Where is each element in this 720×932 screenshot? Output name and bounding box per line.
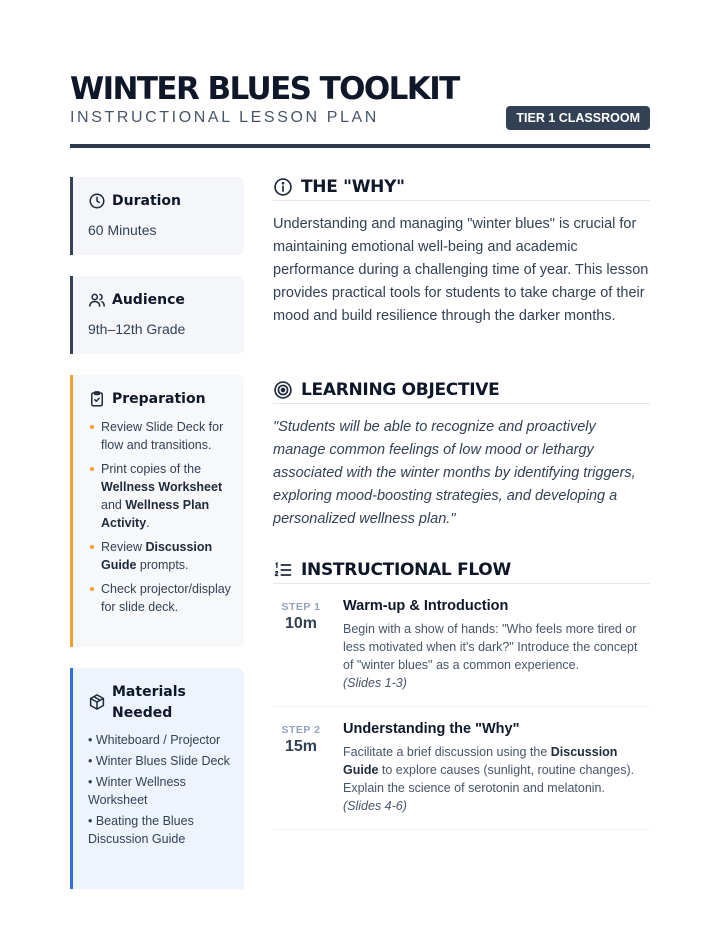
step-slides: (Slides 1-3) [343,676,407,690]
step-meta [273,598,329,692]
material-item: • Winter Wellness Worksheet [88,775,186,807]
why-title: THE "WHY" [301,177,405,197]
audience-title: Audience [112,292,185,308]
why-section [273,177,650,328]
objective-text: "Students will be able to recognize and proactively manage common feelings of low mood or lethargy associated with the winter months by identifying triggers, exploring mood-boosting strategies, and developing a personalized wellness plan." [273,419,636,527]
clipboard-icon [88,390,106,408]
objective-section [273,380,650,531]
step-title: Warm-up & Introduction [343,598,509,614]
text-run: prompts. [136,558,189,572]
step-body [329,721,650,815]
step-time: 10m [284,615,318,632]
step-time: 15m [284,738,318,755]
preparation-card [70,375,244,647]
page-header [70,70,650,127]
clock-icon [88,192,106,210]
preparation-item [88,580,232,616]
page-title: WINTER BLUES TOOLKIT [70,71,459,107]
duration-title: Duration [112,193,182,209]
step-label: STEP 1 [281,601,321,613]
flow-step [273,584,650,707]
duration-value: 60 Minutes [88,222,157,238]
duration-card [70,177,244,255]
target-icon [273,380,293,400]
bold-text: Discussion Guide [343,745,618,777]
text-run: . [146,516,150,530]
preparation-item [88,538,232,574]
preparation-item [88,418,232,454]
flow-steps [273,584,650,830]
text-run: and [101,498,126,512]
preparation-item [88,460,232,532]
text-run: Review [101,540,146,554]
preparation-title: Preparation [112,391,206,407]
material-item: • Winter Blues Slide Deck [88,754,230,768]
page-subtitle: INSTRUCTIONAL LESSON PLAN [70,109,379,126]
header-divider [70,144,650,148]
users-icon [88,291,106,309]
bold-text: Wellness Plan Activity [101,498,210,530]
audience-card [70,276,244,354]
step-title: Understanding the "Why" [343,721,520,737]
bold-text: Discussion Guide [101,540,213,572]
material-item: • Whiteboard / Projector [88,733,221,747]
why-text: Understanding and managing "winter blues" is crucial for maintaining emotional well-being and academic performance during a challenging time of year. This lesson provides practical tools for students to take charge of their mood and build resilience through the darker months. [273,216,649,324]
tier-badge: TIER 1 CLASSROOM [506,106,650,130]
numbered-list-icon [273,560,293,580]
step-label: STEP 2 [281,724,321,736]
box-icon [88,693,106,711]
step-description [343,620,650,692]
text-run: Print copies of the [101,462,202,476]
audience-value: 9th–12th Grade [88,321,186,337]
step-slides: (Slides 4-6) [343,799,407,813]
text-run: Facilitate a brief discussion using the [343,745,551,759]
text-run: Begin with a show of hands: "Who feels more tired or less motivated when it's dark?" Introduce the concept of "winter blues" as a common experience. [343,622,638,672]
step-meta [273,721,329,815]
info-icon [273,177,293,197]
material-item: • Beating the Blues Discussion Guide [88,814,194,846]
materials-list [88,731,232,848]
step-description [343,743,650,815]
materials-card [70,668,244,889]
objective-title: LEARNING OBJECTIVE [301,380,500,400]
flow-step [273,707,650,830]
materials-title: Materials Needed [112,684,186,721]
text-run: Review Slide Deck for flow and transitions. [101,420,224,452]
preparation-list [88,418,232,616]
flow-title: INSTRUCTIONAL FLOW [301,560,511,580]
bold-text: Wellness Worksheet [101,480,223,494]
flow-section [273,560,650,830]
text-run: Check projector/display for slide deck. [101,582,231,614]
step-body [329,598,650,692]
text-run: to explore causes (sunlight, routine changes). Explain the science of serotonin and melatonin. [343,763,635,795]
